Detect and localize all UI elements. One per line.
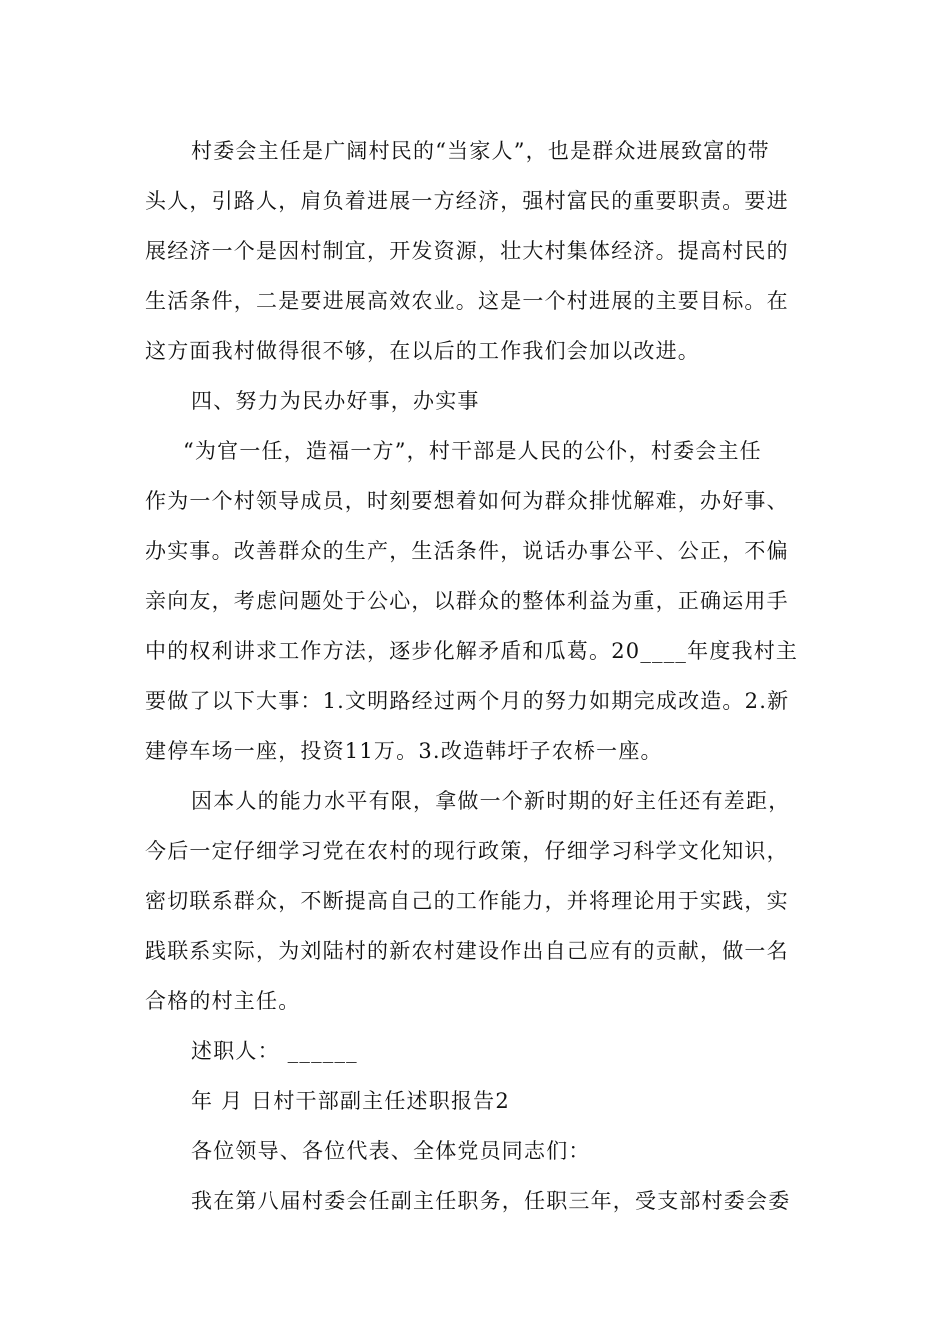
paragraph-line: “为官一任，造福一方”，村干部是人民的公仆，村委会主任 [183, 439, 762, 463]
paragraph-line: 办实事。改善群众的生产，生活条件，说话办事公平、公正，不偏 [145, 539, 789, 563]
paragraph-line: 要做了以下大事：1.文明路经过两个月的努力如期完成改造。2.新 [145, 689, 790, 713]
paragraph-line: 头人，引路人，肩负着进展一方经济，强村富民的重要职责。要进 [145, 189, 789, 213]
paragraph-line: 生活条件，二是要进展高效农业。这是一个村进展的主要目标。在 [145, 289, 789, 313]
paragraph-line: 密切联系群众，不断提高自己的工作能力，并将理论用于实践，实 [145, 889, 789, 913]
paragraph-line: 亲向友，考虑问题处于公心，以群众的整体利益为重，正确运用手 [145, 589, 789, 613]
paragraph-line: 村委会主任是广阔村民的“当家人”，也是群众进展致富的带 [191, 139, 770, 163]
paragraph-line: 今后一定仔细学习党在农村的现行政策，仔细学习科学文化知识， [145, 839, 789, 863]
signature-line: 述职人： ______ [191, 1039, 358, 1063]
paragraph-line: 建停车场一座，投资11万。3.改造韩圩子农桥一座。 [145, 739, 663, 763]
paragraph-line: 这方面我村做得很不够，在以后的工作我们会加以改进。 [145, 339, 700, 363]
paragraph-line: 我在第八届村委会任副主任职务，任职三年，受支部村委会委 [191, 1189, 791, 1213]
paragraph-line: 合格的村主任。 [145, 989, 301, 1013]
paragraph-line: 因本人的能力水平有限，拿做一个新时期的好主任还有差距， [191, 789, 791, 813]
salutation-line: 各位领导、各位代表、全体党员同志们： [191, 1139, 591, 1163]
date-title-line: 年 月 日村干部副主任述职报告2 [191, 1089, 510, 1113]
paragraph-line: 中的权利讲求工作方法，逐步化解矛盾和瓜葛。20____年度我村主 [145, 639, 799, 663]
section-heading: 四、努力为民办好事，办实事 [191, 389, 480, 413]
paragraph-line: 作为一个村领导成员，时刻要想着如何为群众排忧解难，办好事、 [145, 489, 789, 513]
paragraph-line: 践联系实际，为刘陆村的新农村建设作出自己应有的贡献，做一名 [145, 939, 789, 963]
paragraph-line: 展经济一个是因村制宜，开发资源，壮大村集体经济。提高村民的 [145, 239, 789, 263]
document-page [145, 126, 815, 1226]
